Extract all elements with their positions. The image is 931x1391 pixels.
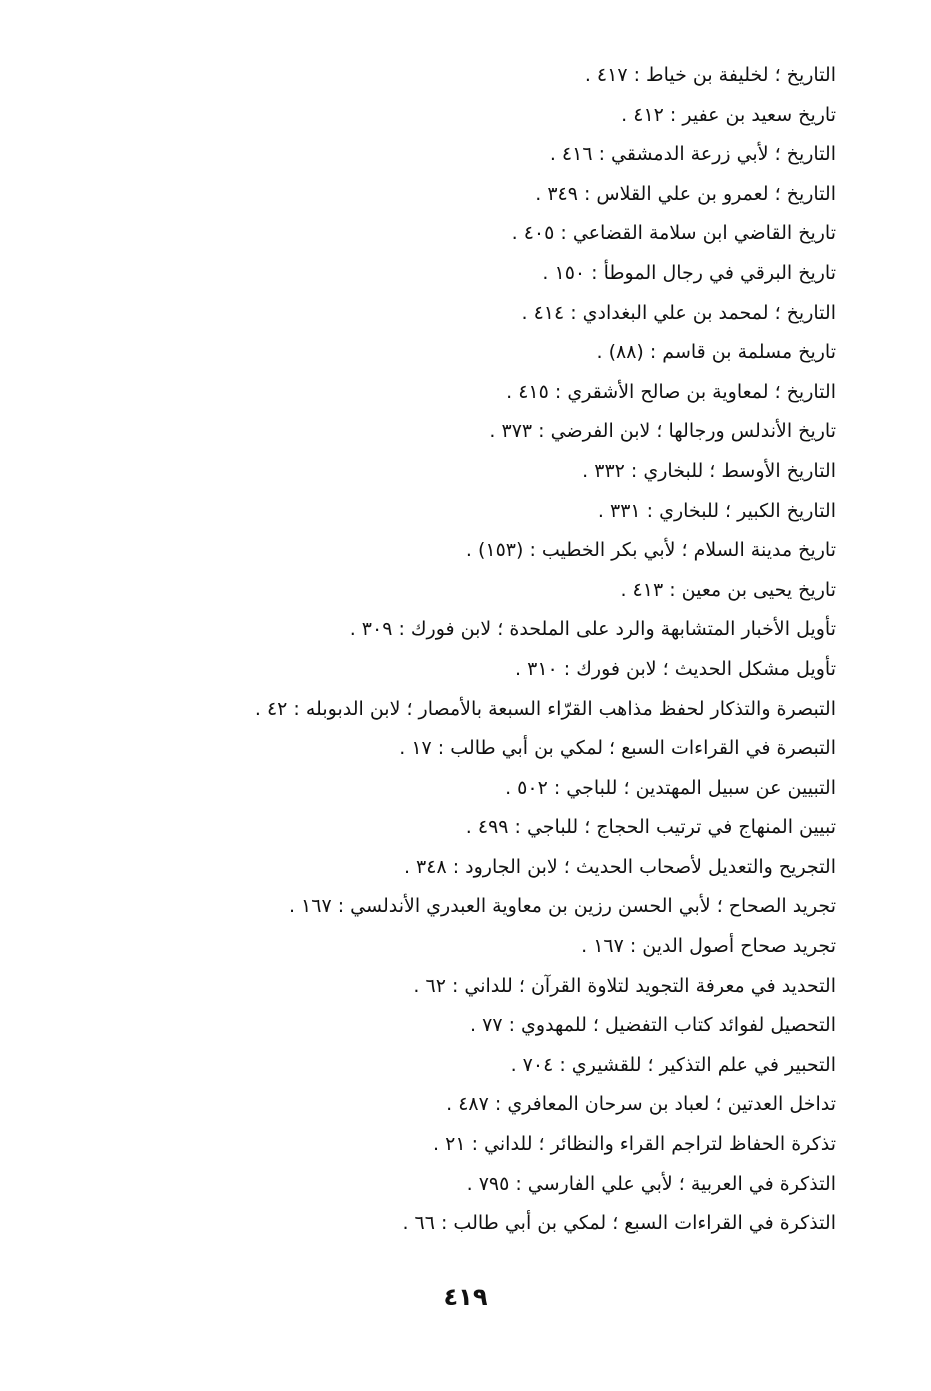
index-entry: تذكرة الحفاظ لتراجم القراء والنظائر ؛ للداني : ٢١ .	[433, 1133, 836, 1156]
index-entry: التحديد في معرفة التجويد لتلاوة القرآن ؛ للداني : ٦٢ .	[413, 974, 836, 997]
index-entry: تاريخ سعيد بن عفير : ٤١٢ .	[621, 103, 836, 126]
page-number: ٤١٩	[443, 1283, 488, 1311]
index-entry: تاريخ مسلمة بن قاسم : (٨٨) .	[596, 341, 836, 364]
index-entry: تاريخ القاضي ابن سلامة القضاعي : ٤٠٥ .	[511, 222, 836, 245]
index-entry: تداخل العدتين ؛ لعباد بن سرحان المعافري : ٤٨٧ .	[446, 1093, 836, 1116]
index-entry: التاريخ ؛ لعمرو بن علي القلاس : ٣٤٩ .	[535, 182, 836, 205]
index-entry: التذكرة في العربية ؛ لأبي علي الفارسي : ٧٩٥ .	[466, 1172, 836, 1195]
index-entry: تاريخ البرقي في رجال الموطأ : ١٥٠ .	[542, 261, 836, 284]
index-entry: تاريخ مدينة السلام ؛ لأبي بكر الخطيب : (١٥٣) .	[465, 539, 836, 562]
index-entry: تجريد الصحاح ؛ لأبي الحسن رزين بن معاوية العبدري الأندلسي : ١٦٧ .	[288, 895, 836, 918]
index-entry-list	[76, 56, 836, 1244]
index-entry: تجريد صحاح أصول الدين : ١٦٧ .	[581, 935, 836, 958]
index-entry: التاريخ ؛ لمعاوية بن صالح الأشقري : ٤١٥ .	[506, 380, 836, 403]
index-entry: التبصرة في القراءات السبع ؛ لمكي بن أبي طالب : ١٧ .	[399, 737, 836, 760]
index-entry: تاريخ الأندلس ورجالها ؛ لابن الفرضي : ٣٧٣ .	[489, 420, 836, 443]
index-entry: التاريخ الكبير ؛ للبخاري : ٣٣١ .	[597, 499, 836, 522]
index-entry: التذكرة في القراءات السبع ؛ لمكي بن أبي طالب : ٦٦ .	[402, 1212, 836, 1235]
index-entry: تأويل الأخبار المتشابهة والرد على الملحدة ؛ لابن فورك : ٣٠٩ .	[349, 618, 836, 641]
index-entry: التبصرة والتذكار لحفظ مذاهب القرّاء السبعة بالأمصار ؛ لابن الدبوبله : ٤٢ .	[254, 697, 836, 720]
index-entry: التاريخ ؛ لخليفة بن خياط : ٤١٧ .	[584, 64, 836, 86]
index-entry: تبيين المنهاج في ترتيب الحجاج ؛ للباجي : ٤٩٩ .	[465, 816, 836, 839]
index-entry: التبيين عن سبيل المهتدين ؛ للباجي : ٥٠٢ .	[505, 776, 836, 799]
index-entry: تأويل مشكل الحديث ؛ لابن فورك : ٣١٠ .	[515, 657, 836, 680]
index-entry: التحصيل لفوائد كتاب التفضيل ؛ للمهدوي : ٧٧ .	[470, 1014, 836, 1037]
index-entry: التجريح والتعديل لأصحاب الحديث ؛ لابن الجارود : ٣٤٨ .	[403, 855, 836, 878]
index-entry: التحبير في علم التذكير ؛ للقشيري : ٧٠٤ .	[510, 1053, 836, 1076]
index-entry: التاريخ ؛ لأبي زرعة الدمشقي : ٤١٦ .	[549, 143, 836, 166]
index-entry: التاريخ ؛ لمحمد بن علي البغدادي : ٤١٤ .	[521, 301, 836, 324]
index-entry: التاريخ الأوسط ؛ للبخاري : ٣٣٢ .	[582, 459, 836, 482]
index-entry: تاريخ يحيى بن معين : ٤١٣ .	[620, 578, 836, 601]
